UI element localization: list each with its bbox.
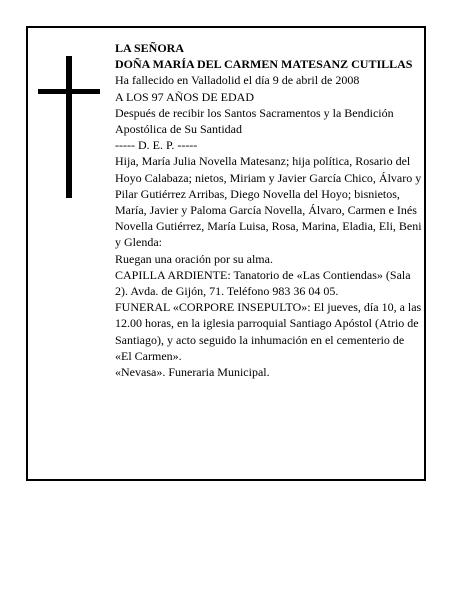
rip-line: ----- D. E. P. -----: [115, 138, 198, 153]
funeral-info: FUNERAL «CORPORE INSEPULTO»: El jueves, día 10, a las 12.00 horas, en la iglesia parroquial Santiago Apóstol (Atrio de Santiago), y acto seguido la inhumación en el cementerio de «El Carmen».: [115, 300, 422, 363]
family-list: Hija, María Julia Novella Matesanz; hija política, Rosario del Hoyo Calabaza; nietos, Miriam y Javier García Chico, Álvaro y Pilar Gutiérrez Arribas, Diego Novella del Hoyo; bisnietos, María, Javier y Paloma García Novella, Álvaro, Carmen e Inés Novella Gutiérrez, María Luisa, Rosa, Marina, Eladia, Eli, Beni y Glenda:: [115, 154, 422, 250]
sacraments-line: Después de recibir los Santos Sacramentos y la Bendición Apostólica de Su Santidad: [115, 105, 394, 137]
age-line: A LOS 97 AÑOS DE EDAD: [115, 89, 255, 104]
title-line: LA SEÑORA: [115, 41, 185, 55]
cross-icon: [38, 56, 100, 198]
death-info: Ha fallecido en Valladolid el día 9 de abril de 2008: [115, 73, 360, 88]
obituary-notice: [26, 26, 426, 481]
cross-horizontal-bar: [38, 89, 100, 94]
prayer-line: Ruegan una oración por su alma.: [115, 251, 273, 266]
deceased-name: DOÑA MARÍA DEL CARMEN MATESANZ CUTILLAS: [115, 57, 413, 72]
cross-vertical-bar: [66, 56, 72, 198]
obituary-text: [115, 40, 423, 380]
funeral-home: «Nevasa». Funeraria Municipal.: [115, 365, 270, 380]
chapel-info: CAPILLA ARDIENTE: Tanatorio de «Las Contiendas» (Sala 2). Avda. de Gijón, 71. Teléfono 983 36 04 05.: [115, 267, 411, 299]
